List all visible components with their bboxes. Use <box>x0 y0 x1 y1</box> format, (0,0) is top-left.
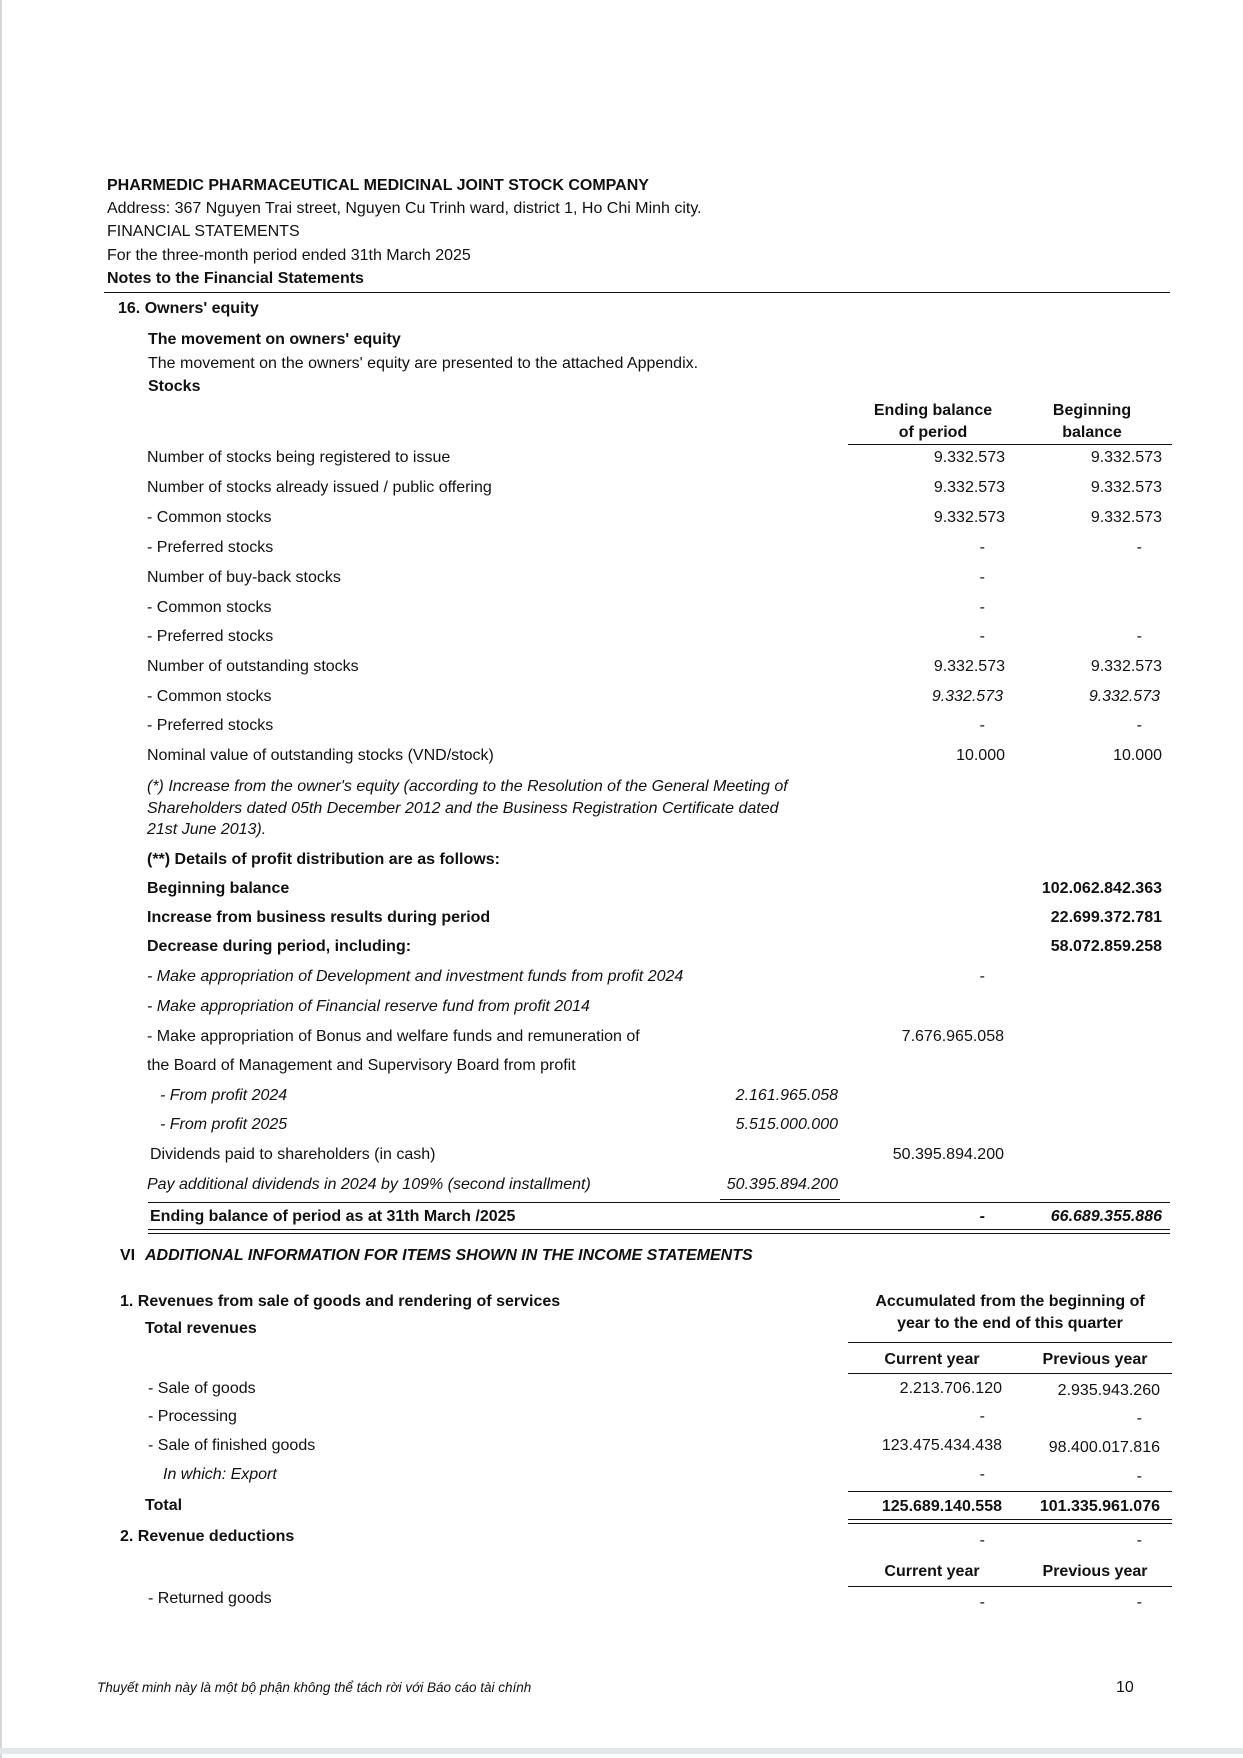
revenue-row-current: 2.213.706.120 <box>899 1380 1002 1397</box>
equity-note-line: 21st June 2013). <box>147 821 267 838</box>
stock-row-beginning: 9.332.573 <box>1090 479 1162 496</box>
footer-note: Thuyết minh này là một bộ phận không thể tách rời với Báo cáo tài chính <box>97 1680 532 1695</box>
stock-row-label: - Preferred stocks <box>147 717 274 734</box>
dev-fund-label: - Make appropriation of Development and investment funds from profit 2024 <box>147 968 684 985</box>
returned-goods-label: - Returned goods <box>148 1590 272 1607</box>
decrease-value: 58.072.859.258 <box>1050 938 1162 955</box>
stock-row-label: Number of outstanding stocks <box>147 658 359 675</box>
stock-row-label: - Common stocks <box>147 509 272 526</box>
movement-text: The movement on the owners' equity are presented to the attached Appendix. <box>148 355 699 372</box>
equity-title: 16. Owners' equity <box>118 300 259 317</box>
stock-row-ending: 9.332.573 <box>933 479 1005 496</box>
company-address: Address: 367 Nguyen Trai street, Nguyen Cu Trinh ward, district 1, Ho Chi Minh city. <box>107 200 702 217</box>
movement-title: The movement on owners' equity <box>148 331 401 348</box>
fin-reserve-label: - Make appropriation of Financial reserve fund from profit 2014 <box>147 998 590 1015</box>
stock-row-beginning: - <box>1136 628 1142 645</box>
stock-row-label: - Preferred stocks <box>147 539 274 556</box>
col-beginning-balance-2: balance <box>1062 424 1122 441</box>
from-profit-2025-label: - From profit 2025 <box>160 1116 288 1133</box>
stock-row-label: - Common stocks <box>147 688 272 705</box>
increase-value: 22.699.372.781 <box>1050 909 1162 926</box>
stock-row-beginning: 9.332.573 <box>1090 449 1162 466</box>
returned-goods-previous: - <box>1136 1594 1142 1611</box>
stock-row-ending: - <box>979 539 985 556</box>
stock-row-label: Nominal value of outstanding stocks (VND/stock) <box>147 747 494 764</box>
accumulated-header: Accumulated from the beginning of <box>875 1293 1145 1310</box>
total-label: Total <box>145 1497 183 1514</box>
total-revenues-label: Total revenues <box>145 1320 257 1337</box>
stock-row-label: - Common stocks <box>147 599 272 616</box>
accumulated-rule <box>848 1342 1172 1343</box>
beginning-balance-label: Beginning balance <box>147 880 290 897</box>
bonus-fund-label-2: the Board of Management and Supervisory Board from profit <box>147 1057 576 1074</box>
additional-dividends-label: Pay additional dividends in 2024 by 109% (second installment) <box>147 1176 591 1193</box>
ending-balance-value: 66.689.355.886 <box>1050 1208 1162 1225</box>
total-previous: 101.335.961.076 <box>1039 1498 1160 1515</box>
ending-double-rule <box>148 1229 1170 1234</box>
col-beginning-balance: Beginning <box>1052 402 1132 419</box>
stock-row-beginning: 9.332.573 <box>1090 658 1162 675</box>
from-profit-2024-value: 2.161.965.058 <box>735 1087 838 1104</box>
year-header-rule <box>848 1373 1172 1374</box>
stock-row-beginning: 9.332.573 <box>1090 509 1162 526</box>
additional-underline <box>720 1199 840 1200</box>
stock-row-beginning: 10.000 <box>1113 747 1162 764</box>
returned-goods-current: - <box>979 1594 985 1611</box>
dividends-value: 50.395.894.200 <box>892 1146 1004 1163</box>
dividends-label: Dividends paid to shareholders (in cash) <box>150 1146 436 1163</box>
revenue-row-current: - <box>979 1408 985 1425</box>
deductions-previous: - <box>1136 1532 1142 1549</box>
from-profit-2024-label: - From profit 2024 <box>160 1087 288 1104</box>
stock-row-beginning: - <box>1136 717 1142 734</box>
revenue-row-previous: 2.935.943.260 <box>1057 1382 1160 1399</box>
stock-row-ending: - <box>979 628 985 645</box>
revenue-row-label: - Processing <box>148 1408 237 1425</box>
ending-top-rule <box>148 1202 1170 1203</box>
revenues-title: 1. Revenues from sale of goods and rendering of services <box>120 1293 561 1310</box>
ending-balance-label: Ending balance of period as at 31th March /2025 <box>150 1208 516 1225</box>
company-name: PHARMEDIC PHARMACEUTICAL MEDICINAL JOINT STOCK COMPANY <box>107 177 649 194</box>
section-number: VI <box>120 1247 136 1264</box>
stock-row-ending: 9.332.573 <box>931 688 1003 705</box>
section-title: Notes to the Financial Statements <box>107 270 364 287</box>
document-title: FINANCIAL STATEMENTS <box>107 223 300 240</box>
revenue-row-previous: - <box>1136 1410 1142 1427</box>
col-ending-balance-2: of period <box>898 424 968 441</box>
stock-row-beginning: 9.332.573 <box>1088 688 1160 705</box>
revenue-row-previous: 98.400.017.816 <box>1048 1439 1160 1456</box>
stocks-title: Stocks <box>148 378 201 395</box>
stocks-header-rule <box>848 444 1172 445</box>
revenue-row-previous: - <box>1136 1468 1142 1485</box>
stock-row-beginning: - <box>1136 539 1142 556</box>
page-number: 10 <box>1116 1679 1134 1696</box>
scan-edge <box>0 0 2 1758</box>
profit-distribution-title: (**) Details of profit distribution are as follows: <box>147 851 500 868</box>
ending-balance-mid: - <box>979 1208 985 1225</box>
deductions-current: - <box>979 1532 985 1549</box>
total-double-rule <box>848 1519 1172 1524</box>
revenue-deductions-title: 2. Revenue deductions <box>120 1528 295 1545</box>
additional-dividends-value: 50.395.894.200 <box>726 1176 838 1193</box>
income-section-title: ADDITIONAL INFORMATION FOR ITEMS SHOWN IN THE INCOME STATEMENTS <box>145 1247 753 1264</box>
stock-row-ending: 9.332.573 <box>933 449 1005 466</box>
stock-row-ending: - <box>979 599 985 616</box>
equity-note-line: (*) Increase from the owner's equity (according to the Resolution of the General Meeting of <box>147 778 788 795</box>
stock-row-ending: - <box>979 569 985 586</box>
stock-row-ending: 9.332.573 <box>933 658 1005 675</box>
revenue-row-label: In which: Export <box>163 1466 277 1483</box>
period-text: For the three-month period ended 31th March 2025 <box>107 247 471 264</box>
revenue-row-label: - Sale of goods <box>148 1380 256 1397</box>
stock-row-ending: 9.332.573 <box>933 509 1005 526</box>
stock-row-label: Number of buy-back stocks <box>147 569 341 586</box>
decrease-label: Decrease during period, including: <box>147 938 412 955</box>
total-top-rule <box>848 1491 1172 1492</box>
from-profit-2025-value: 5.515.000.000 <box>735 1116 838 1133</box>
bonus-fund-label: - Make appropriation of Bonus and welfare funds and remuneration of <box>147 1028 640 1045</box>
col-ending-balance: Ending balance <box>873 402 993 419</box>
col-previous-year: Previous year <box>1042 1351 1148 1368</box>
dev-fund-value: - <box>979 968 985 985</box>
stock-row-label: Number of stocks already issued / public offering <box>147 479 492 496</box>
deductions-header-rule <box>848 1586 1172 1587</box>
header-divider <box>104 292 1170 293</box>
equity-note-line: Shareholders dated 05th December 2012 and the Business Registration Certificate dated <box>147 800 779 817</box>
col-current-year-2: Current year <box>884 1563 980 1580</box>
increase-label: Increase from business results during period <box>147 909 491 926</box>
col-previous-year-2: Previous year <box>1042 1563 1148 1580</box>
stock-row-ending: 10.000 <box>956 747 1005 764</box>
stock-row-label: - Preferred stocks <box>147 628 274 645</box>
total-current: 125.689.140.558 <box>881 1498 1002 1515</box>
beginning-balance-value: 102.062.842.363 <box>1041 880 1162 897</box>
revenue-row-current: 123.475.434.438 <box>881 1437 1002 1454</box>
stock-row-ending: - <box>979 717 985 734</box>
revenue-row-label: - Sale of finished goods <box>148 1437 316 1454</box>
scan-bottom-edge <box>0 1748 1243 1754</box>
col-current-year: Current year <box>884 1351 980 1368</box>
revenue-row-current: - <box>979 1466 985 1483</box>
bonus-fund-value: 7.676.965.058 <box>901 1028 1004 1045</box>
stock-row-label: Number of stocks being registered to issue <box>147 449 451 466</box>
accumulated-header-2: year to the end of this quarter <box>897 1315 1123 1332</box>
